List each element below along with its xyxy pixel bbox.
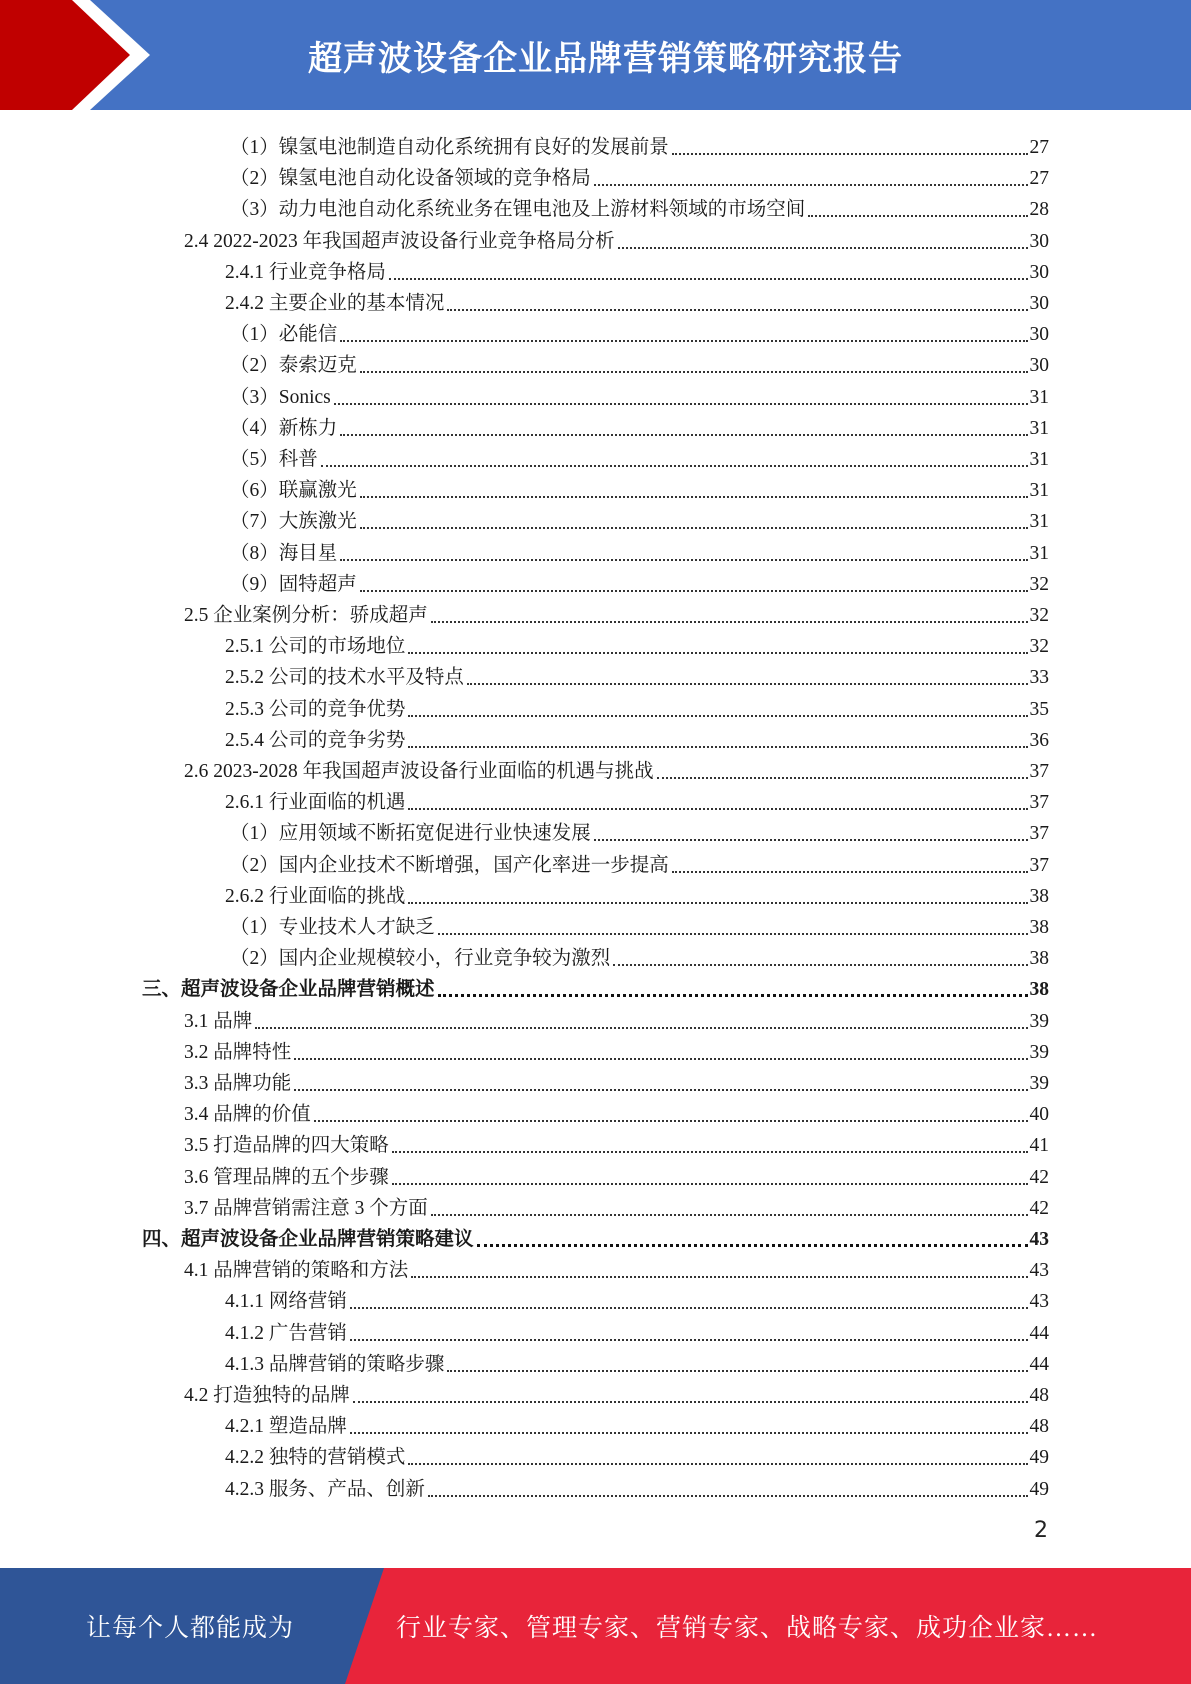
toc-entry-page: 31: [1029, 542, 1049, 564]
toc-entry-page: 35: [1029, 698, 1049, 720]
toc-dot-leader: [428, 1494, 1028, 1497]
toc-entry-page: 32: [1029, 605, 1049, 626]
toc-entry-label: 2.5.1 公司的市场地位: [225, 636, 406, 658]
toc-entry[interactable]: [184, 222, 1049, 253]
toc-entry-page: 31: [1029, 386, 1049, 408]
toc-entry[interactable]: [225, 627, 1049, 658]
toc-dot-leader: [808, 214, 1027, 217]
toc-entry-page: 28: [1029, 199, 1049, 221]
toc-entry-page: 30: [1029, 293, 1049, 314]
toc-entry-page: 31: [1029, 417, 1049, 439]
toc-entry[interactable]: [184, 596, 1049, 627]
toc-entry[interactable]: [230, 346, 1049, 377]
toc-dot-leader: [467, 682, 1028, 685]
toc-dot-leader: [408, 651, 1027, 654]
toc-entry[interactable]: [230, 908, 1049, 939]
toc-dot-leader: [392, 1150, 1028, 1153]
toc-entry-label: 2.6.2 行业面临的挑战: [225, 885, 406, 907]
toc-entry-page: 33: [1029, 667, 1049, 689]
toc-entry[interactable]: [225, 690, 1049, 721]
toc-entry[interactable]: [142, 1220, 1049, 1251]
toc-dot-leader: [672, 870, 1028, 873]
toc-entry-label: （6）联赢激光: [230, 480, 357, 502]
toc-entry-page: 43: [1029, 1229, 1049, 1250]
toc-dot-leader: [360, 370, 1028, 373]
toc-entry-label: （2）泰索迈克: [230, 355, 357, 377]
toc-entry[interactable]: [225, 1314, 1049, 1345]
toc-entry-page: 49: [1029, 1447, 1049, 1469]
toc-entry[interactable]: [225, 658, 1049, 689]
toc-entry[interactable]: [184, 1126, 1049, 1157]
toc-entry[interactable]: [225, 783, 1049, 814]
toc-dot-leader: [408, 1462, 1027, 1465]
toc-dot-leader: [334, 402, 1028, 405]
toc-entry[interactable]: [225, 877, 1049, 908]
toc-entry-label: 3.7 品牌营销需注意 3 个方面: [184, 1197, 428, 1219]
toc-dot-leader: [447, 1369, 1027, 1372]
toc-dot-leader: [353, 1400, 1028, 1403]
toc-entry[interactable]: [230, 409, 1049, 440]
toc-entry-label: （4）新栋力: [230, 417, 338, 439]
toc-dot-leader: [350, 1338, 1028, 1341]
toc-entry-label: （3）Sonics: [230, 386, 331, 408]
toc-entry[interactable]: [184, 1064, 1049, 1095]
toc-entry-label: （2）国内企业规模较小，行业竞争较为激烈: [230, 948, 611, 970]
toc-entry-page: 42: [1029, 1197, 1049, 1219]
toc-entry-page: 44: [1029, 1322, 1049, 1344]
toc-dot-leader: [340, 433, 1027, 436]
toc-entry-page: 27: [1029, 137, 1049, 158]
toc-entry-page: 39: [1029, 1010, 1049, 1032]
toc-entry-label: 3.5 打造品牌的四大策略: [184, 1135, 389, 1157]
toc-dot-leader: [408, 901, 1027, 904]
toc-entry-page: 42: [1029, 1166, 1049, 1188]
toc-entry-label: （8）海目星: [230, 542, 338, 564]
toc-entry[interactable]: [230, 502, 1049, 533]
toc-entry-page: 49: [1029, 1478, 1049, 1500]
toc-entry-label: 四、超声波设备企业品牌营销策略建议: [142, 1229, 474, 1250]
toc-entry-page: 30: [1029, 230, 1049, 252]
toc-entry-label: 4.1.2 广告营销: [225, 1322, 347, 1344]
toc-entry-page: 38: [1029, 885, 1049, 907]
toc-dot-leader: [672, 152, 1028, 155]
toc-entry-label: 4.1.3 品牌营销的策略步骤: [225, 1353, 445, 1375]
toc-entry[interactable]: [225, 1407, 1049, 1438]
toc-dot-leader: [431, 620, 1028, 623]
toc-dot-leader: [594, 183, 1028, 186]
toc-dot-leader: [438, 993, 1028, 997]
toc-entry-page: 43: [1029, 1291, 1049, 1313]
toc-entry-page: 38: [1029, 917, 1049, 938]
toc-dot-leader: [321, 464, 1028, 467]
toc-entry[interactable]: [225, 1438, 1049, 1469]
toc-entry[interactable]: [230, 190, 1049, 221]
toc-entry-label: 2.5.4 公司的竞争劣势: [225, 729, 406, 751]
toc-entry-page: 37: [1029, 761, 1049, 782]
page-footer: [0, 1568, 1191, 1684]
toc-entry[interactable]: [184, 1251, 1049, 1282]
toc-dot-leader: [657, 776, 1028, 779]
toc-entry-label: （9）固特超声: [230, 573, 357, 595]
toc-entry[interactable]: [184, 1158, 1049, 1189]
toc-entry-page: 31: [1029, 511, 1049, 533]
toc-dot-leader: [389, 277, 1028, 280]
toc-entry-page: 37: [1029, 854, 1049, 876]
footer-slogan-right: 行业专家、管理专家、营销专家、战略专家、成功企业家……: [396, 1615, 1099, 1642]
toc-entry-label: （7）大族激光: [230, 511, 357, 533]
toc-entry-label: 三、超声波设备企业品牌营销概述: [142, 979, 435, 1001]
toc-entry-page: 48: [1029, 1416, 1049, 1438]
toc-dot-leader: [477, 1243, 1028, 1247]
toc-dot-leader: [360, 589, 1028, 592]
toc-entry-label: 2.4.1 行业竞争格局: [225, 261, 386, 283]
toc-dot-leader: [613, 963, 1027, 966]
toc-entry-label: （3）动力电池自动化系统业务在锂电池及上游材料领域的市场空间: [230, 199, 806, 221]
toc-entry[interactable]: [184, 1002, 1049, 1033]
toc-entry-label: 3.2 品牌特性: [184, 1041, 292, 1063]
toc-entry-label: 4.1.1 网络营销: [225, 1291, 347, 1313]
toc-entry[interactable]: [225, 1345, 1049, 1376]
toc-entry-page: 37: [1029, 792, 1049, 814]
toc-entry-label: 2.5.2 公司的技术水平及特点: [225, 667, 464, 689]
toc-entry-label: （1）专业技术人才缺乏: [230, 917, 435, 938]
toc-dot-leader: [350, 1306, 1028, 1309]
toc-dot-leader: [594, 838, 1028, 841]
toc-entry[interactable]: [225, 284, 1049, 315]
toc-dot-leader: [314, 1119, 1028, 1122]
toc-dot-leader: [360, 526, 1028, 529]
toc-entry[interactable]: [184, 752, 1049, 783]
toc-entry-page: 37: [1029, 823, 1049, 845]
toc-entry-label: （2）国内企业技术不断增强，国产化率进一步提高: [230, 854, 669, 876]
toc-entry-page: 36: [1029, 729, 1049, 751]
toc-entry-page: 39: [1029, 1041, 1049, 1063]
toc-entry-label: （5）科普: [230, 449, 318, 470]
toc-dot-leader: [447, 308, 1027, 311]
toc-entry-label: 3.4 品牌的价值: [184, 1104, 311, 1126]
toc-entry[interactable]: [230, 159, 1049, 190]
toc-entry-label: 2.5 企业案例分析：骄成超声: [184, 605, 428, 626]
toc-dot-leader: [438, 932, 1028, 935]
toc-entry-label: 4.1 品牌营销的策略和方法: [184, 1260, 409, 1282]
toc-entry-page: 31: [1029, 449, 1049, 470]
toc-entry-label: （1）必能信: [230, 324, 338, 346]
toc-entry-page: 30: [1029, 355, 1049, 377]
toc-entry-label: 4.2.1 塑造品牌: [225, 1416, 347, 1438]
toc-entry[interactable]: [225, 1282, 1049, 1313]
toc-dot-leader: [392, 1182, 1028, 1185]
toc-dot-leader: [618, 246, 1028, 249]
toc-dot-leader: [255, 1026, 1027, 1029]
toc-entry[interactable]: [230, 378, 1049, 409]
toc-entry-page: 32: [1029, 573, 1049, 595]
toc-entry[interactable]: [184, 1033, 1049, 1064]
toc-entry-page: 43: [1029, 1260, 1049, 1282]
toc-entry-page: 30: [1029, 324, 1049, 346]
toc-entry[interactable]: [184, 1095, 1049, 1126]
page-header: [0, 0, 1191, 110]
toc-entry-page: 31: [1029, 480, 1049, 502]
toc-entry-label: 3.6 管理品牌的五个步骤: [184, 1166, 389, 1188]
toc-dot-leader: [340, 558, 1027, 561]
toc-dot-leader: [408, 714, 1027, 717]
toc-entry[interactable]: [230, 128, 1049, 159]
toc-entry-label: 3.1 品牌: [184, 1010, 253, 1032]
toc-entry-page: 39: [1029, 1073, 1049, 1094]
footer-slogan-left: 让每个人都能成为: [85, 1615, 294, 1642]
page-number: 2: [1034, 1518, 1048, 1543]
toc-entry[interactable]: [230, 315, 1049, 346]
toc-entry-label: （1）镍氢电池制造自动化系统拥有良好的发展前景: [230, 137, 669, 158]
toc-entry-label: 2.5.3 公司的竞争优势: [225, 698, 406, 720]
toc-entry[interactable]: [184, 1376, 1049, 1407]
toc-entry-page: 32: [1029, 636, 1049, 658]
toc-dot-leader: [360, 495, 1028, 498]
toc-entry-page: 48: [1029, 1385, 1049, 1406]
toc-entry[interactable]: [184, 1189, 1049, 1220]
toc-entry-page: 30: [1029, 261, 1049, 283]
toc-dot-leader: [431, 1213, 1028, 1216]
toc-entry-label: 3.3 品牌功能: [184, 1073, 292, 1094]
toc-entry-label: 2.4.2 主要企业的基本情况: [225, 293, 445, 314]
toc-dot-leader: [411, 1275, 1027, 1278]
toc-entry[interactable]: [225, 1470, 1049, 1501]
toc-entry-label: 2.4 2022-2023 年我国超声波设备行业竞争格局分析: [184, 230, 615, 252]
toc-dot-leader: [408, 807, 1027, 810]
toc-entry[interactable]: [230, 440, 1049, 471]
toc-entry[interactable]: [230, 939, 1049, 970]
toc-entry-label: 4.2.3 服务、产品、创新: [225, 1478, 425, 1500]
toc-entry-page: 44: [1029, 1353, 1049, 1375]
toc-entry-label: 2.6 2023-2028 年我国超声波设备行业面临的机遇与挑战: [184, 761, 654, 782]
toc-entry-label: 4.2.2 独特的营销模式: [225, 1447, 406, 1469]
toc-entry[interactable]: [230, 534, 1049, 565]
toc-entry-page: 38: [1029, 979, 1049, 1001]
toc-entry-page: 41: [1029, 1135, 1049, 1157]
toc-entry[interactable]: [230, 471, 1049, 502]
toc-entry[interactable]: [230, 814, 1049, 845]
toc-entry[interactable]: [225, 721, 1049, 752]
toc-entry-label: 4.2 打造独特的品牌: [184, 1385, 350, 1406]
toc-entry-page: 27: [1029, 168, 1049, 190]
toc-entry[interactable]: [142, 970, 1049, 1001]
toc-entry-page: 38: [1029, 948, 1049, 970]
toc-dot-leader: [408, 745, 1027, 748]
toc-entry[interactable]: [230, 846, 1049, 877]
toc-entry-label: 2.6.1 行业面临的机遇: [225, 792, 406, 814]
toc-dot-leader: [350, 1431, 1028, 1434]
toc-entry[interactable]: [225, 253, 1049, 284]
toc-entry-page: 40: [1029, 1104, 1049, 1126]
toc-dot-leader: [294, 1088, 1027, 1091]
report-title: 超声波设备企业品牌营销策略研究报告: [308, 38, 903, 79]
toc-entry[interactable]: [230, 565, 1049, 596]
toc-dot-leader: [294, 1057, 1027, 1060]
toc-entry-label: （1）应用领域不断拓宽促进行业快速发展: [230, 823, 591, 845]
toc-entry-label: （2）镍氢电池自动化设备领域的竞争格局: [230, 168, 591, 190]
toc-dot-leader: [340, 339, 1027, 342]
